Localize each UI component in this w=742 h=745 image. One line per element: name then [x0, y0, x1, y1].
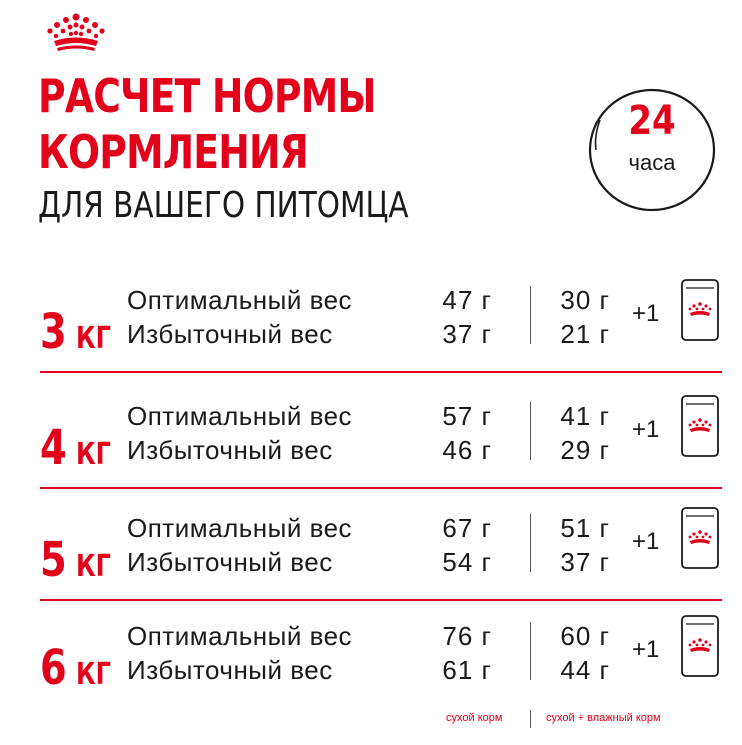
- feeding-row: [0, 390, 742, 500]
- dry-optimal-value: 57 г: [442, 401, 492, 431]
- dry-optimal-value: 47 г: [442, 285, 492, 315]
- food-pouch-icon: [680, 394, 720, 458]
- mixed-optimal-value: 41 г: [560, 401, 610, 431]
- weight-unit: КГ: [76, 549, 111, 584]
- feeding-row: [0, 502, 742, 612]
- badge-unit: часа: [628, 150, 676, 175]
- weight-unit: КГ: [76, 321, 111, 356]
- weight-number: 3: [40, 304, 67, 360]
- page-title: [38, 68, 558, 228]
- row-divider: [40, 371, 722, 373]
- row-divider: [40, 487, 722, 489]
- badge-number: 24: [628, 98, 676, 144]
- pouch-count: +1: [632, 636, 660, 663]
- mixed-optimal-value: 60 г: [560, 621, 610, 651]
- pouch-count: +1: [632, 528, 660, 555]
- row-divider: [40, 599, 722, 601]
- feeding-row: [0, 610, 742, 720]
- column-divider: [530, 622, 531, 680]
- weight-number: 5: [40, 532, 67, 588]
- food-pouch-icon: [680, 506, 720, 570]
- overweight-label: Избыточный вес: [127, 435, 333, 465]
- mixed-overweight-value: 44 г: [560, 655, 610, 685]
- legend-dry-food: сухой корм: [446, 712, 503, 724]
- feeding-row: [0, 274, 742, 384]
- weight-number: 6: [40, 640, 67, 696]
- optimal-weight-label: Оптимальный вес: [127, 513, 353, 543]
- pouch-count: +1: [632, 300, 660, 327]
- title-line-1: РАСЧЕТ НОРМЫ: [38, 69, 376, 123]
- overweight-label: Избыточный вес: [127, 319, 333, 349]
- dry-overweight-value: 37 г: [442, 319, 492, 349]
- mixed-overweight-value: 37 г: [560, 547, 610, 577]
- overweight-label: Избыточный вес: [127, 655, 333, 685]
- optimal-weight-label: Оптимальный вес: [127, 285, 353, 315]
- optimal-weight-label: Оптимальный вес: [127, 401, 353, 431]
- column-divider: [530, 286, 531, 344]
- pouch-count: +1: [632, 416, 660, 443]
- column-divider: [530, 402, 531, 460]
- weight-label: [40, 532, 120, 588]
- dry-overweight-value: 46 г: [442, 435, 492, 465]
- weight-label: [40, 304, 120, 360]
- legend: [0, 710, 742, 730]
- mixed-overweight-value: 21 г: [560, 319, 610, 349]
- dry-overweight-value: 54 г: [442, 547, 492, 577]
- royal-crown-icon: [44, 12, 108, 52]
- mixed-optimal-value: 30 г: [560, 285, 610, 315]
- food-pouch-icon: [680, 278, 720, 342]
- food-pouch-icon: [680, 614, 720, 678]
- mixed-overweight-value: 29 г: [560, 435, 610, 465]
- page-subtitle: ДЛЯ ВАШЕГО ПИТОМЦА: [38, 185, 409, 226]
- weight-label: [40, 420, 120, 476]
- mixed-optimal-value: 51 г: [560, 513, 610, 543]
- dry-optimal-value: 76 г: [442, 621, 492, 651]
- weight-label: [40, 640, 120, 696]
- optimal-weight-label: Оптимальный вес: [127, 621, 353, 651]
- dry-overweight-value: 61 г: [442, 655, 492, 685]
- weight-unit: КГ: [76, 437, 111, 472]
- legend-mixed-food: сухой + влажный корм: [546, 712, 661, 724]
- overweight-label: Избыточный вес: [127, 547, 333, 577]
- dry-optimal-value: 67 г: [442, 513, 492, 543]
- weight-number: 4: [40, 420, 67, 476]
- weight-unit: КГ: [76, 657, 111, 692]
- column-divider: [530, 514, 531, 572]
- legend-divider: [530, 710, 531, 728]
- title-line-2: КОРМЛЕНИЯ: [38, 125, 308, 179]
- duration-badge: [584, 84, 720, 216]
